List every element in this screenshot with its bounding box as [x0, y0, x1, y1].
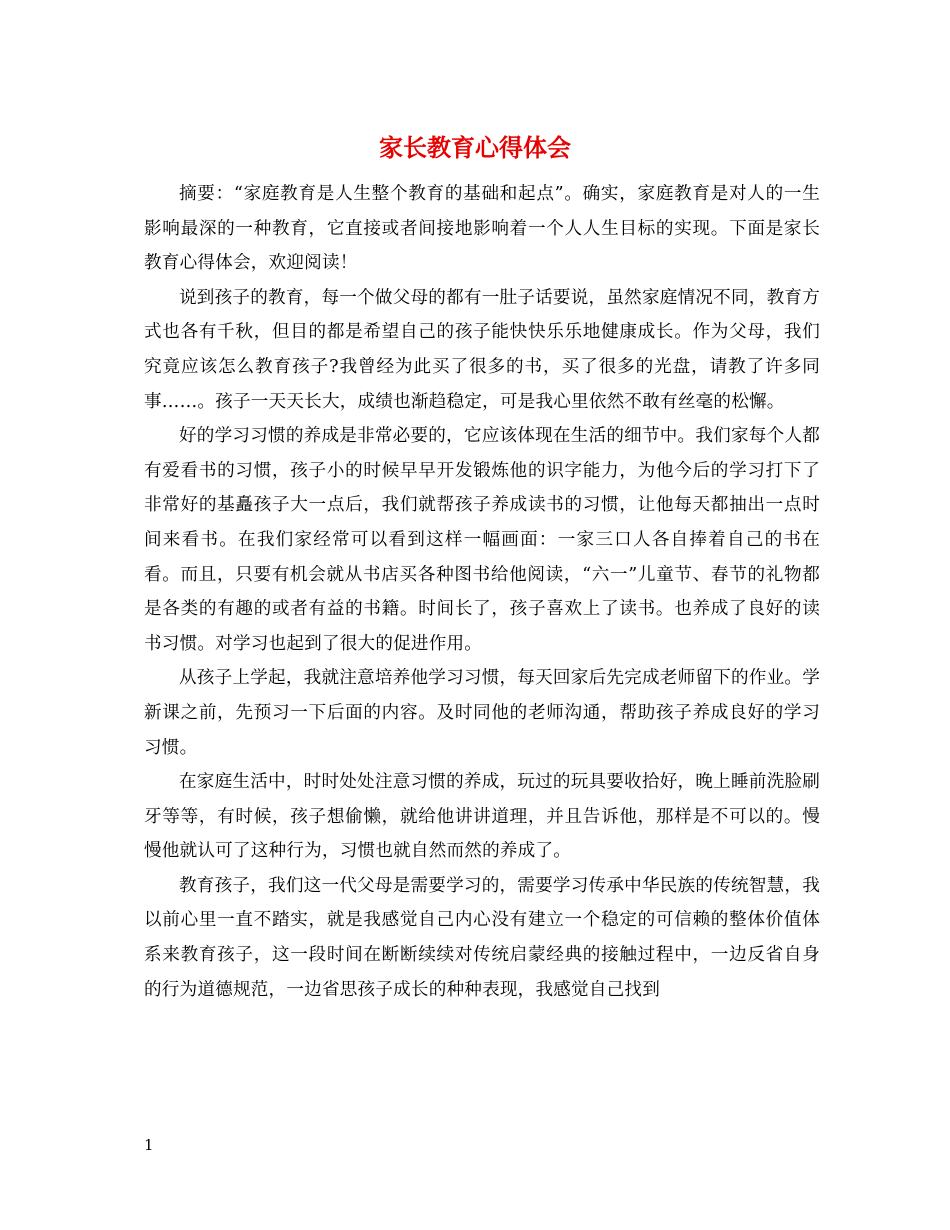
paragraph-daily-habits: 在家庭生活中，时时处处注意习惯的养成，玩过的玩具要收拾好，晚上睡前洗脸刷牙等等，有时候，孩子想偷懒，就给他讲讲道理，并且告诉他，那样是不可以的。慢慢他就认可了这种行为，习惯也就自然而然的养成了。	[144, 772, 820, 862]
document-body	[144, 177, 820, 1007]
paragraph-study-habits: 从孩子上学起，我就注意培养他学习习惯，每天回家后先完成老师留下的作业。学新课之前，先预习一下后面的内容。及时同他的老师沟通，帮助孩子养成良好的学习习惯。	[144, 668, 820, 758]
paragraph-abstract: 摘要：“家庭教育是人生整个教育的基础和起点”。确实，家庭教育是对人的一生影响最深的一种教育，它直接或者间接地影响着一个人人生目标的实现。下面是家长教育心得体会，欢迎阅读！	[144, 184, 820, 274]
paragraph-traditional-wisdom: 教育孩子，我们这一代父母是需要学习的，需要学习传承中华民族的传统智慧，我以前心里一直不踏实，就是我感觉自己内心没有建立一个稳定的可信赖的整体价值体系来教育孩子，这一段时间在断断续续对传统启蒙经典的接触过程中，一边反省自身的行为道德规范，一边省思孩子成长的种种表现，我感觉自己找到	[144, 875, 820, 1000]
paragraph-reading-habits: 好的学习习惯的养成是非常必要的，它应该体现在生活的细节中。我们家每个人都有爱看书的习惯，孩子小的时候早早开发锻炼他的识字能力，为他今后的学习打下了非常好的基矗孩子大一点后，我们就帮孩子养成读书的习惯，让他每天都抽出一点时间来看书。在我们家经常可以看到这样一幅画面：一家三口人各自捧着自己的书在看。而且，只要有机会就从书店买各种图书给他阅读，“六一”儿童节、春节的礼物都是各类的有趣的或者有益的书籍。时间长了，孩子喜欢上了读书。也养成了良好的读书习惯。对学习也起到了很大的促进作用。	[144, 426, 820, 654]
document-title: 家长教育心得体会	[379, 133, 571, 162]
paragraph-parenting-intro: 说到孩子的教育，每一个做父母的都有一肚子话要说，虽然家庭情况不同，教育方式也各有千秋，但目的都是希望自己的孩子能快快乐乐地健康成长。作为父母，我们究竟应该怎么教育孩子?我曾经为此买了很多的书，买了很多的光盘，请教了许多同事……。孩子一天天长大，成绩也渐趋稳定，可是我心里依然不敢有丝毫的松懈。	[144, 287, 820, 412]
page-number: 1	[144, 1136, 154, 1154]
